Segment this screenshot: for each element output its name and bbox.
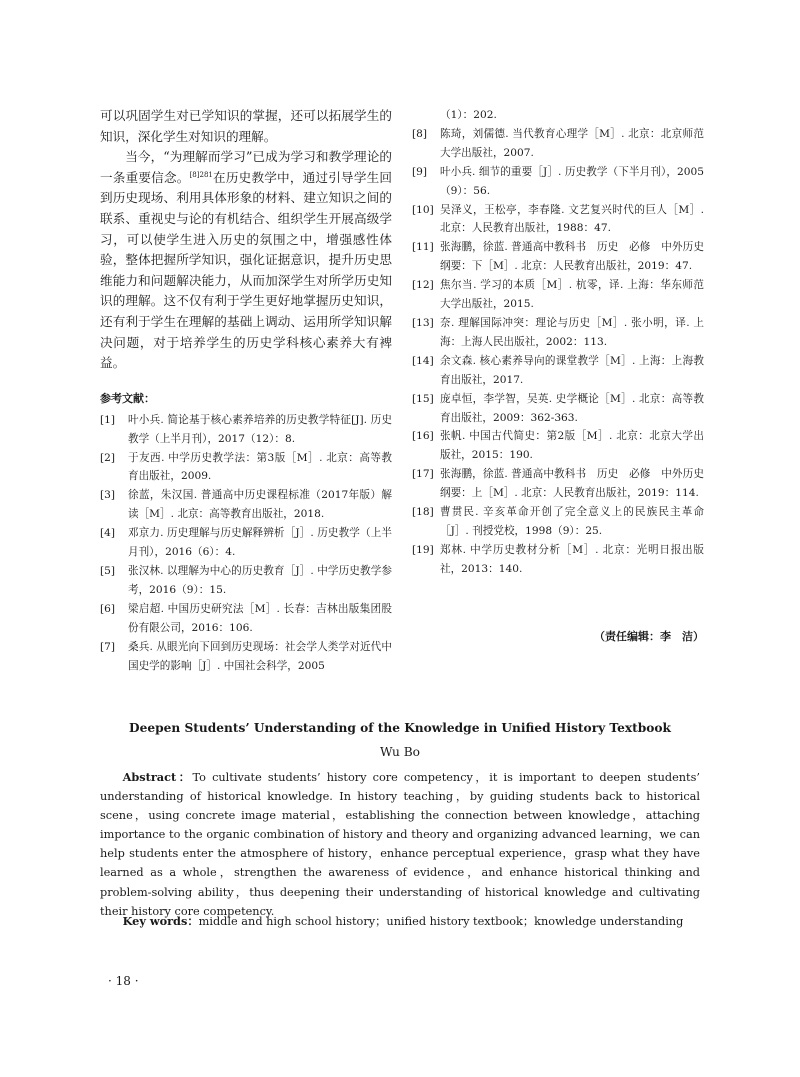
- abstract-label: Abstract：: [122, 770, 193, 784]
- reference-number: [9]: [412, 165, 428, 178]
- keywords-text: middle and high school history；unified history textbook；knowledge understanding: [198, 915, 684, 928]
- body-paragraph-2-part-b: 在历史教学中，通过引导学生回到历史现场、利用具体形象的材料、建立知识之间的联系、重视史与论的有机结合、组织学生开展高级学习，可以使学生进入历史的氛围之中，增强感性体验，整体把握所学知识，强化证据意识，提升历史思维能力和问题解决能力，从而加深学生对所学历史知识的理解。这不仅有利于学生更好地掌握历史知识，还有利于学生在理解的基础上调动、运用所学知识解决问题，对于培养学生的历史学科核心素养大有裨益。: [100, 169, 393, 371]
- reference-text: 张汉林. 以理解为中心的历史教育［J］. 中学历史教学参考，2016（9）：15.: [128, 564, 392, 596]
- reference-text: 梁启超. 中国历史研究法［M］. 长春：吉林出版集团股份有限公司，2016：106.: [128, 602, 392, 634]
- reference-item: [100, 562, 392, 600]
- reference-number: [5]: [100, 564, 116, 577]
- reference-text: 奈. 理解国际冲突：理论与历史［M］. 张小明，译. 上海：上海人民出版社，2002：113.: [440, 316, 704, 348]
- reference-number: [11]: [412, 241, 434, 254]
- reference-text: 于友西. 中学历史教学法：第3版［M］. 北京：高等教育出版社，2009.: [128, 451, 392, 483]
- references-list-left: [100, 411, 392, 676]
- reference-text: 叶小兵. 简论基于核心素养培养的历史教学特征[J]. 历史教学（上半月刊），2017（12）：8.: [128, 413, 392, 445]
- english-abstract: [100, 768, 700, 921]
- body-paragraph-2-part-a: 当今，“为理解而学习”已成为学习和教学理论的一条重要信念。: [100, 149, 392, 185]
- reference-text: 徐蓝，朱汉国. 普通高中历史课程标准（2017年版）解读［M］. 北京：高等教育出版社，2018.: [128, 489, 392, 521]
- reference-text: 焦尔当. 学习的本质［M］. 杭零，译. 上海：华东师范大学出版社，2015.: [440, 279, 704, 311]
- reference-item: [412, 352, 704, 390]
- reference-number: [3]: [100, 489, 116, 502]
- references-list-right: [412, 125, 704, 579]
- reference-number: [16]: [412, 430, 434, 443]
- reference-number: [12]: [412, 279, 434, 292]
- english-author: Wu Bo: [379, 745, 421, 759]
- reference-number: [15]: [412, 392, 434, 405]
- body-paragraph-2: [100, 147, 392, 374]
- reference-item: [100, 449, 392, 487]
- reference-text: 张海鹏，徐蓝. 普通高中教科书 历史 必修 中外历史纲要：上［M］. 北京：人民教育出版社，2019：114.: [440, 468, 704, 500]
- reference-item: [412, 314, 704, 352]
- reference-text: 桑兵. 从眼光向下回到历史现场：社会学人类学对近代中国史学的影响［J］. 中国社会科学，2005: [128, 640, 392, 672]
- reference-item: [412, 465, 704, 503]
- reference-number: [14]: [412, 354, 434, 367]
- reference-item: [100, 411, 392, 449]
- reference-item: [412, 390, 704, 428]
- reference-number: [18]: [412, 506, 434, 519]
- reference-item: [412, 276, 704, 314]
- reference-item: [412, 201, 704, 239]
- reference-text: 陈琦，刘儒德. 当代教育心理学［M］. 北京：北京师范大学出版社，2007.: [440, 127, 704, 159]
- reference-text: 曹贯民. 辛亥革命开创了完全意义上的民族民主革命［J］. 刊授党校，1998（9）：25.: [440, 506, 704, 537]
- reference-item: [100, 600, 392, 638]
- reference-item: [412, 125, 704, 163]
- reference-number: [13]: [412, 316, 434, 329]
- reference-number: [8]: [412, 127, 428, 140]
- citation-marker: [8]281: [189, 170, 213, 179]
- reference-item: [100, 524, 392, 562]
- reference-number: [1]: [100, 413, 116, 426]
- reference-text: 庞卓恒，李学智，吴英. 史学概论［M］. 北京：高等教育出版社，2009：362-363.: [440, 392, 704, 424]
- references-heading: 参考文献：: [100, 391, 155, 405]
- reference-number: [10]: [412, 203, 434, 216]
- reference-number: [17]: [412, 468, 434, 481]
- english-title: Deepen Students’ Understanding of the Knowledge in Unified History Textbook: [129, 721, 671, 735]
- keywords-label: Key words：: [122, 914, 199, 928]
- reference-number: [19]: [412, 543, 434, 556]
- reference-item: [412, 503, 704, 541]
- left-column: [100, 106, 392, 675]
- reference-number: [7]: [100, 640, 116, 653]
- reference-item: [412, 163, 704, 201]
- reference-item: [412, 427, 704, 465]
- reference-number: [4]: [100, 527, 116, 540]
- reference-text: 叶小兵. 细节的重要［J］. 历史教学（下半月刊），2005（9）：56.: [440, 165, 704, 197]
- reference-item: [412, 238, 704, 276]
- reference-continuation: （1）：202.: [440, 109, 497, 121]
- reference-item: [412, 541, 704, 579]
- body-paragraph-1: 可以巩固学生对已学知识的掌握，还可以拓展学生的知识，深化学生对知识的理解。: [100, 108, 392, 144]
- reference-text: 张帆. 中国古代简史：第2版［M］. 北京：北京大学出版社，2015：190.: [440, 430, 704, 462]
- reference-number: [2]: [100, 451, 116, 464]
- reference-text: 吴泽义，王松亭，李春隆. 文艺复兴时代的巨人［M］. 北京：人民教育出版社，1988：47.: [440, 203, 704, 235]
- reference-text: 张海鹏，徐蓝. 普通高中教科书 历史 必修 中外历史纲要：下［M］. 北京：人民教育出版社，2019：47.: [440, 241, 704, 273]
- english-keywords: [100, 912, 700, 931]
- right-column: [412, 106, 704, 643]
- abstract-text: To cultivate students’ history core competency，it is important to deepen students’ understanding of historical knowledge. In history teaching，by guiding students back to historical scene，using concrete image material，establishing the connection between knowledge，attaching importance to the organic combination of history and theory and organizing advanced learning，we can help students enter the atmosphere of history，enhance perceptual experience，grasp what they have learned as a whole，strengthen the awareness of evidence，and enhance historical thinking and problem-solving ability，thus deepening their understanding of historical knowledge and cultivating their history core competency.: [100, 771, 700, 918]
- reference-text: 邓京力. 历史理解与历史解释辨析［J］. 历史教学（上半月刊），2016（6）：4.: [128, 527, 392, 559]
- reference-item: [100, 638, 392, 676]
- responsible-editor: （责任编辑：李 洁）: [594, 630, 704, 643]
- reference-item: [100, 486, 392, 524]
- reference-text: 余文森. 核心素养导向的课堂教学［M］. 上海：上海教育出版社，2017.: [440, 354, 704, 386]
- reference-number: [6]: [100, 602, 116, 615]
- reference-text: 郑林. 中学历史教材分析［M］. 北京：光明日报出版社，2013：140.: [440, 543, 704, 575]
- page-number: · 18 ·: [108, 974, 139, 988]
